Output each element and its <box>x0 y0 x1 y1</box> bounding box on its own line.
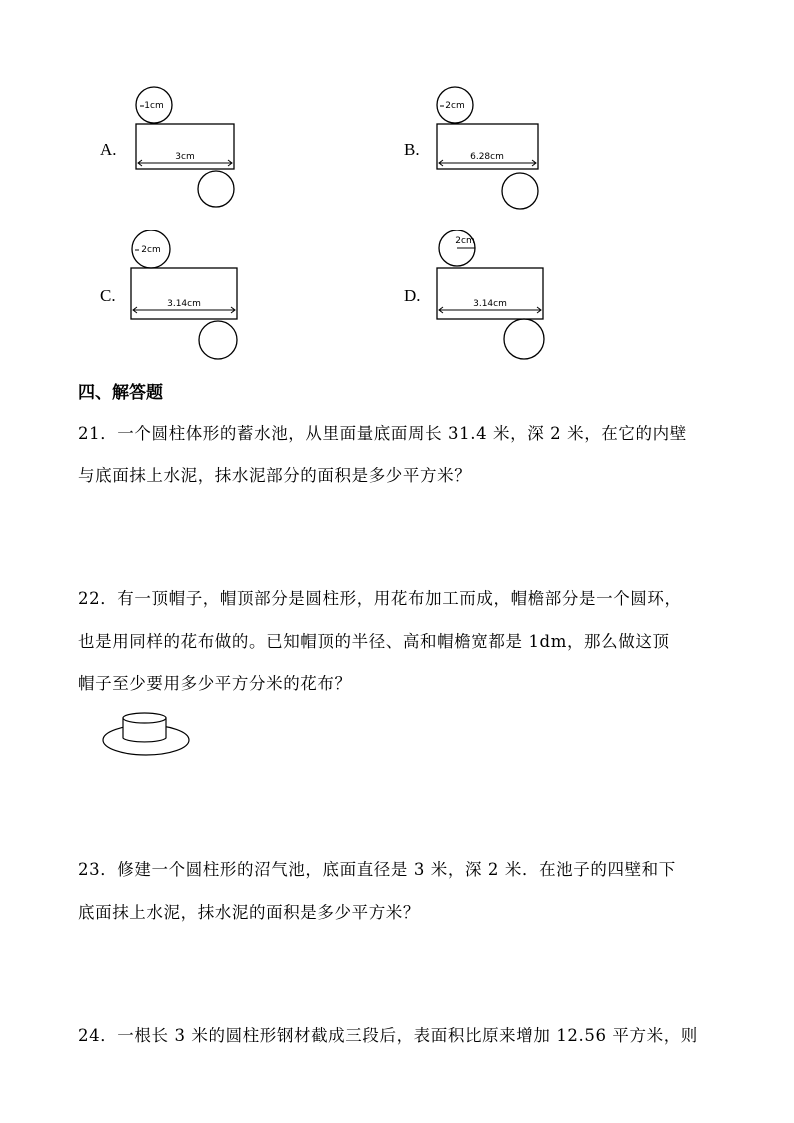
bottom-circle <box>198 171 234 207</box>
question-21-line-2: 与底面抹上水泥，抹水泥部分的面积是多少平方米？ <box>78 466 472 485</box>
rect-label: 3.14cm <box>473 299 507 309</box>
section-title: 四、解答题 <box>78 383 163 403</box>
option-a-letter: A. <box>100 140 117 159</box>
bottom-circle <box>504 319 544 359</box>
question-22-line-1: 22．有一顶帽子，帽顶部分是圆柱形，用花布加工而成，帽檐部分是一个圆环， <box>78 589 682 608</box>
option-a-figure <box>128 86 240 212</box>
option-c-figure <box>128 230 243 360</box>
side-rectangle <box>131 268 237 319</box>
option-d-figure <box>432 230 550 360</box>
option-d-letter: D. <box>404 286 421 305</box>
top-circle-label: 2cm <box>455 236 475 246</box>
hat-figure <box>100 704 200 764</box>
bottom-circle <box>502 173 538 209</box>
question-24-line-1: 24．一根长 3 米的圆柱形钢材截成三段后，表面积比原来增加 12.56 平方米，则 <box>78 1026 698 1045</box>
hat-crown-top <box>123 713 166 723</box>
side-rectangle <box>136 124 234 169</box>
option-b-letter: B. <box>404 140 420 159</box>
question-23-line-2: 底面抹上水泥，抹水泥的面积是多少平方米？ <box>78 903 420 922</box>
side-rectangle <box>437 124 538 169</box>
question-21-line-1: 21．一个圆柱体形的蓄水池，从里面量底面周长 31.4 米，深 2 米，在它的内壁 <box>78 424 687 443</box>
rect-label: 3.14cm <box>167 299 201 309</box>
top-circle-label: 2cm <box>445 101 465 111</box>
question-23-line-1: 23．修建一个圆柱形的沼气池，底面直径是 3 米，深 2 米．在池子的四壁和下 <box>78 860 676 879</box>
question-22-line-2: 也是用同样的花布做的。已知帽顶的半径、高和帽檐宽都是 1dm，那么做这顶 <box>78 632 670 651</box>
top-circle-label: 1cm <box>144 101 164 111</box>
rect-label: 3cm <box>175 152 195 162</box>
side-rectangle <box>437 268 543 319</box>
option-b-figure <box>432 86 544 212</box>
rect-label: 6.28cm <box>470 152 504 162</box>
option-c-letter: C. <box>100 286 116 305</box>
top-circle-label: 2cm <box>141 245 161 255</box>
question-22-line-3: 帽子至少要用多少平方分米的花布？ <box>78 674 352 693</box>
bottom-circle <box>199 321 237 359</box>
